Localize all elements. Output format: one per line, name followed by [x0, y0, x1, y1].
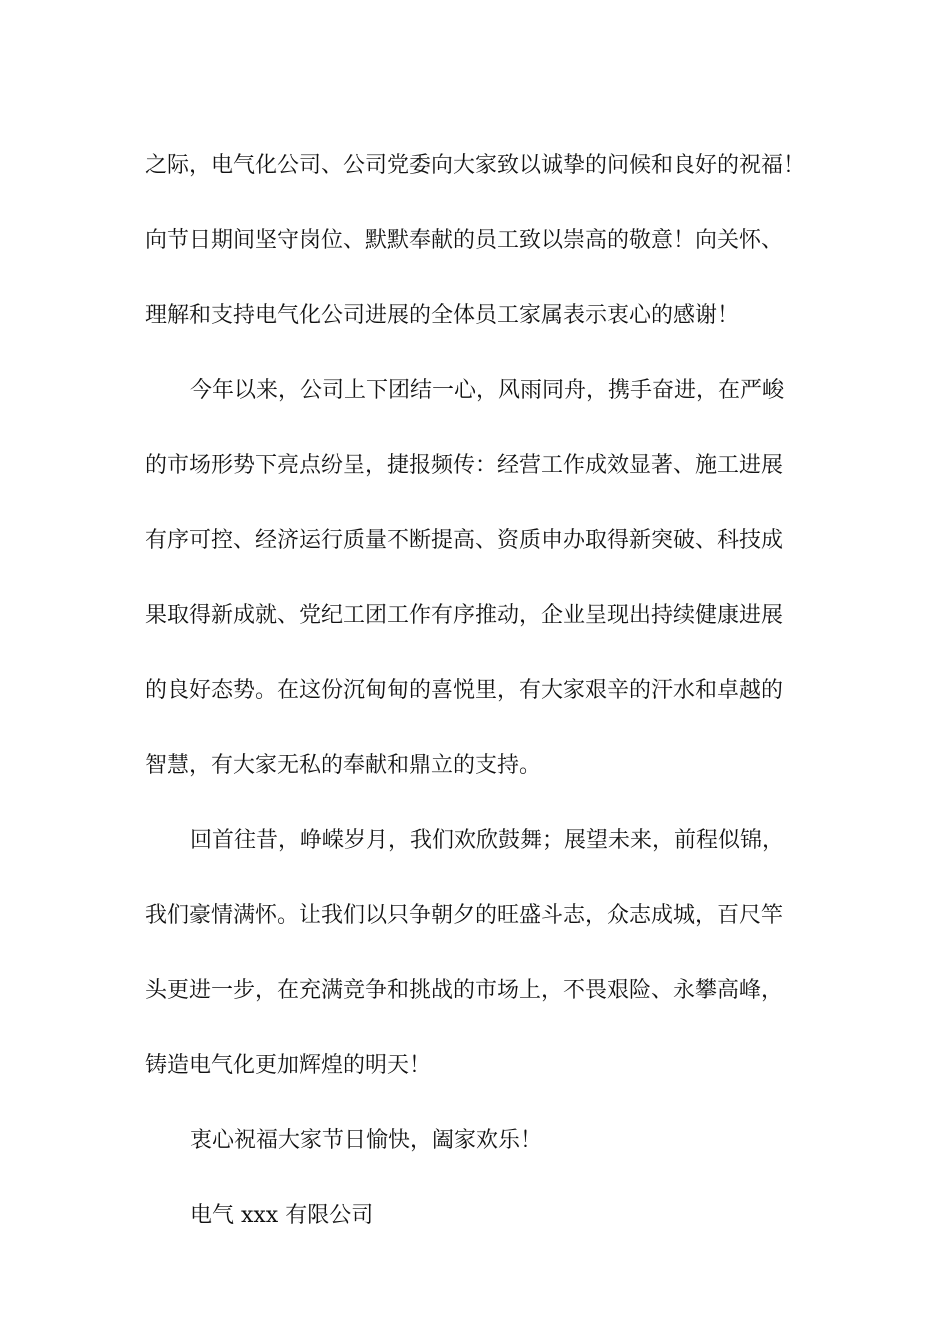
text-line: 向节日期间坚守岗位、默默奉献的员工致以崇高的敬意！向关怀、 [145, 228, 784, 253]
text-line: 智慧，有大家无私的奉献和鼎立的支持。 [145, 753, 542, 778]
text-line: 回首往昔，峥嵘岁月，我们欢欣鼓舞；展望未来，前程似锦， [190, 828, 785, 853]
text-line: 之际，电气化公司、公司党委向大家致以诚挚的问候和良好的祝福！ [145, 153, 806, 178]
text-line: 今年以来，公司上下团结一心，风雨同舟，携手奋进，在严峻 [190, 378, 785, 403]
paragraph-wishes [145, 1103, 815, 1178]
text-line: 衷心祝福大家节日愉快，阖家欢乐！ [190, 1128, 543, 1153]
text-line: 的良好态势。在这份沉甸甸的喜悦里，有大家艰辛的汗水和卓越的 [145, 678, 784, 703]
paragraph-greeting-continuation [145, 128, 815, 353]
text-line: 铸造电气化更加辉煌的明天！ [145, 1053, 432, 1078]
company-signature: 电气 xxx 有限公司 [190, 1203, 374, 1228]
text-line: 我们豪情满怀。让我们以只争朝夕的旺盛斗志，众志成城，百尺竿 [145, 903, 784, 928]
letter-body [145, 128, 815, 1253]
text-line: 理解和支持电气化公司进展的全体员工家属表示衷心的感谢！ [145, 303, 740, 328]
paragraph-outlook [145, 803, 815, 1103]
paragraph-achievements [145, 353, 815, 803]
text-line: 头更进一步，在充满竞争和挑战的市场上，不畏艰险、永攀高峰， [145, 978, 784, 1003]
text-line: 果取得新成就、党纪工团工作有序推动，企业呈现出持续健康进展 [145, 603, 784, 628]
text-line: 的市场形势下亮点纷呈，捷报频传：经营工作成效显著、施工进展 [145, 453, 784, 478]
paragraph-signature [145, 1178, 815, 1253]
text-line: 有序可控、经济运行质量不断提高、资质申办取得新突破、科技成 [145, 528, 784, 553]
